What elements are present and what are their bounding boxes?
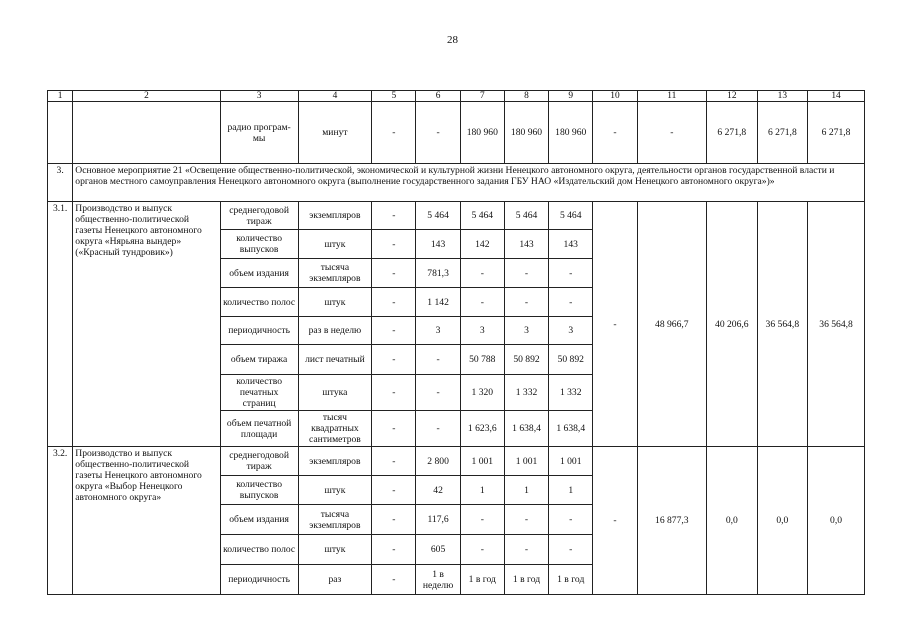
item-title: Производство и выпуск общественно-политической газеты Ненецкого автономного округа «Выбор Ненецкого автономного округа» — [73, 447, 220, 595]
budget-table — [47, 90, 865, 595]
col-header: 8 — [504, 91, 548, 102]
table-row: периодичность раз в неделю - 3 3 3 3 — [48, 317, 865, 345]
col-header: 13 — [757, 91, 808, 102]
col-header: 7 — [460, 91, 504, 102]
table-row: объем издания тысяча экземпляров - 117,6 - - - — [48, 505, 865, 535]
col-header: 3 — [220, 91, 298, 102]
col-header: 11 — [637, 91, 706, 102]
page-number: 28 — [447, 34, 458, 46]
col-header: 2 — [73, 91, 220, 102]
table-row: объем печатной площади тысяч квадратных сантиметров - - 1 623,6 1 638,4 1 638,4 — [48, 411, 865, 447]
col-header: 6 — [416, 91, 460, 102]
table-row: количество выпусков штук - 42 1 1 1 — [48, 476, 865, 505]
table-row: 3.1. Производство и выпуск общественно-политической газеты Ненецкого автономного округа «Нярьяна вындер» («Красный тундровик») среднегодовой тираж экземпляров - 5 464 5 464 5 464 5 464 - 48 966,7 40 206,6 36 564,8 36 564,8 — [48, 202, 865, 230]
table-row: количество выпусков штук - 143 142 143 143 — [48, 230, 865, 259]
section-row — [48, 164, 865, 202]
header-row — [48, 91, 865, 102]
indicator-cell: радио програм-мы — [220, 102, 298, 164]
col-header: 1 — [48, 91, 73, 102]
col-header: 14 — [808, 91, 865, 102]
unit-cell: минут — [298, 102, 372, 164]
col-header: 10 — [593, 91, 637, 102]
row-number: 3. — [48, 164, 73, 202]
table-row: количество полос штук - 605 - - - — [48, 535, 865, 565]
item-title: Производство и выпуск общественно-политической газеты Ненецкого автономного округа «Нярьяна вындер» («Красный тундровик») — [73, 202, 220, 447]
section-title: Основное мероприятие 21 «Освещение общественно-политической, экономической и культурной жизни Ненецкого автономного округа, деятельности органов государственной власти и органов местного самоуправления Ненецкого автономного округа (выполнение государственного задания ГБУ НАО «Издательский дом Ненецкого автономного округа»)» — [73, 164, 865, 202]
table-row: 3.2. Производство и выпуск общественно-политической газеты Ненецкого автономного округа «Выбор Ненецкого автономного округа» среднегодовой тираж экземпляров - 2 800 1 001 1 001 1 001 - 16 877,3 0,0 0,0 0,0 — [48, 447, 865, 476]
col-header: 5 — [372, 91, 416, 102]
table-row: объем тиража лист печатный - - 50 788 50 892 50 892 — [48, 345, 865, 375]
table-row: периодичность раз - 1 в неделю 1 в год 1 в год 1 в год — [48, 565, 865, 595]
row-number: 3.2. — [48, 447, 73, 595]
col-header: 4 — [298, 91, 372, 102]
col-header: 9 — [549, 91, 593, 102]
table-row: объем издания тысяча экземпляров - 781,3 - - - — [48, 259, 865, 288]
table-row-radio: радио програм-мы минут - - 180 960 180 960 180 960 - - 6 271,8 6 271,8 6 271,8 — [48, 102, 865, 164]
table-row: количество полос штук - 1 142 - - - — [48, 288, 865, 317]
col-header: 12 — [707, 91, 758, 102]
row-number: 3.1. — [48, 202, 73, 447]
table-row: количество печатных страниц штука - - 1 320 1 332 1 332 — [48, 375, 865, 411]
